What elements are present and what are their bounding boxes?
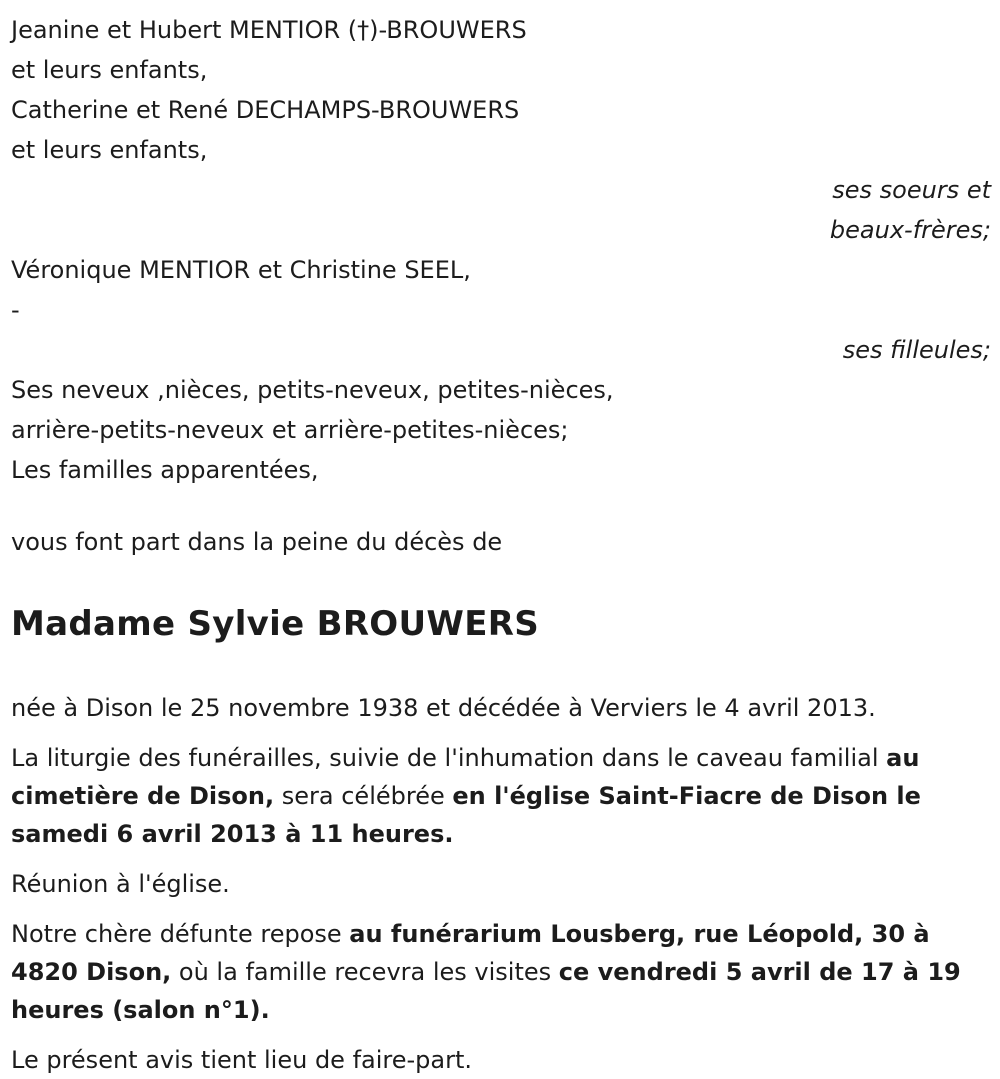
- rest-text-2: où la famille recevra les visites: [171, 958, 559, 986]
- notice-text: Le présent avis tient lieu de faire-part.: [11, 1046, 473, 1074]
- relation-goddaughters: ses filleules;: [842, 336, 991, 364]
- liturgy-cemetery: au cimetière de Dison,: [11, 744, 920, 810]
- deceased-name: Madame Sylvie BROUWERS: [11, 604, 540, 644]
- family-line-7: Ses neveux ,nièces, petits-neveux, petites-nièces,: [11, 376, 614, 404]
- rest-visiting-hours: ce vendredi 5 avril de 17 à 19 heures (salon n°1).: [11, 958, 961, 1024]
- family-line-5: Véronique MENTIOR et Christine SEEL,: [11, 256, 471, 284]
- family-line-8: arrière-petits-neveux et arrière-petites-nièces;: [11, 416, 569, 444]
- reunion-text: Réunion à l'église.: [11, 870, 230, 898]
- liturgy-paragraph: [11, 739, 993, 853]
- relation-sisters-2: beaux-frères;: [829, 216, 991, 244]
- rest-paragraph: [11, 915, 993, 1029]
- family-line-1: Jeanine et Hubert MENTIOR (†)-BROUWERS: [11, 16, 527, 44]
- birth-death-text: née à Dison le 25 novembre 1938 et décédée à Verviers le 4 avril 2013.: [11, 694, 876, 722]
- relation-sisters-1: ses soeurs et: [832, 176, 991, 204]
- family-line-3: Catherine et René DECHAMPS-BROUWERS: [11, 96, 520, 124]
- liturgy-text-1: La liturgie des funérailles, suivie de l'inhumation dans le caveau familial: [11, 744, 887, 772]
- liturgy-church-date: en l'église Saint-Fiacre de Dison le samedi 6 avril 2013 à 11 heures.: [11, 782, 921, 848]
- family-line-6: -: [11, 296, 20, 324]
- family-line-9: Les familles apparentées,: [11, 456, 319, 484]
- rest-funeral-home: au funérarium Lousberg, rue Léopold, 30 à 4820 Dison,: [11, 920, 930, 986]
- announcement-text: vous font part dans la peine du décès de: [11, 528, 503, 556]
- family-line-2: et leurs enfants,: [11, 56, 208, 84]
- liturgy-text-2: sera célébrée: [274, 782, 453, 810]
- rest-text-1: Notre chère défunte repose: [11, 920, 350, 948]
- obituary-notice: [11, 10, 993, 1079]
- spacer: [11, 490, 993, 522]
- family-line-4: et leurs enfants,: [11, 136, 208, 164]
